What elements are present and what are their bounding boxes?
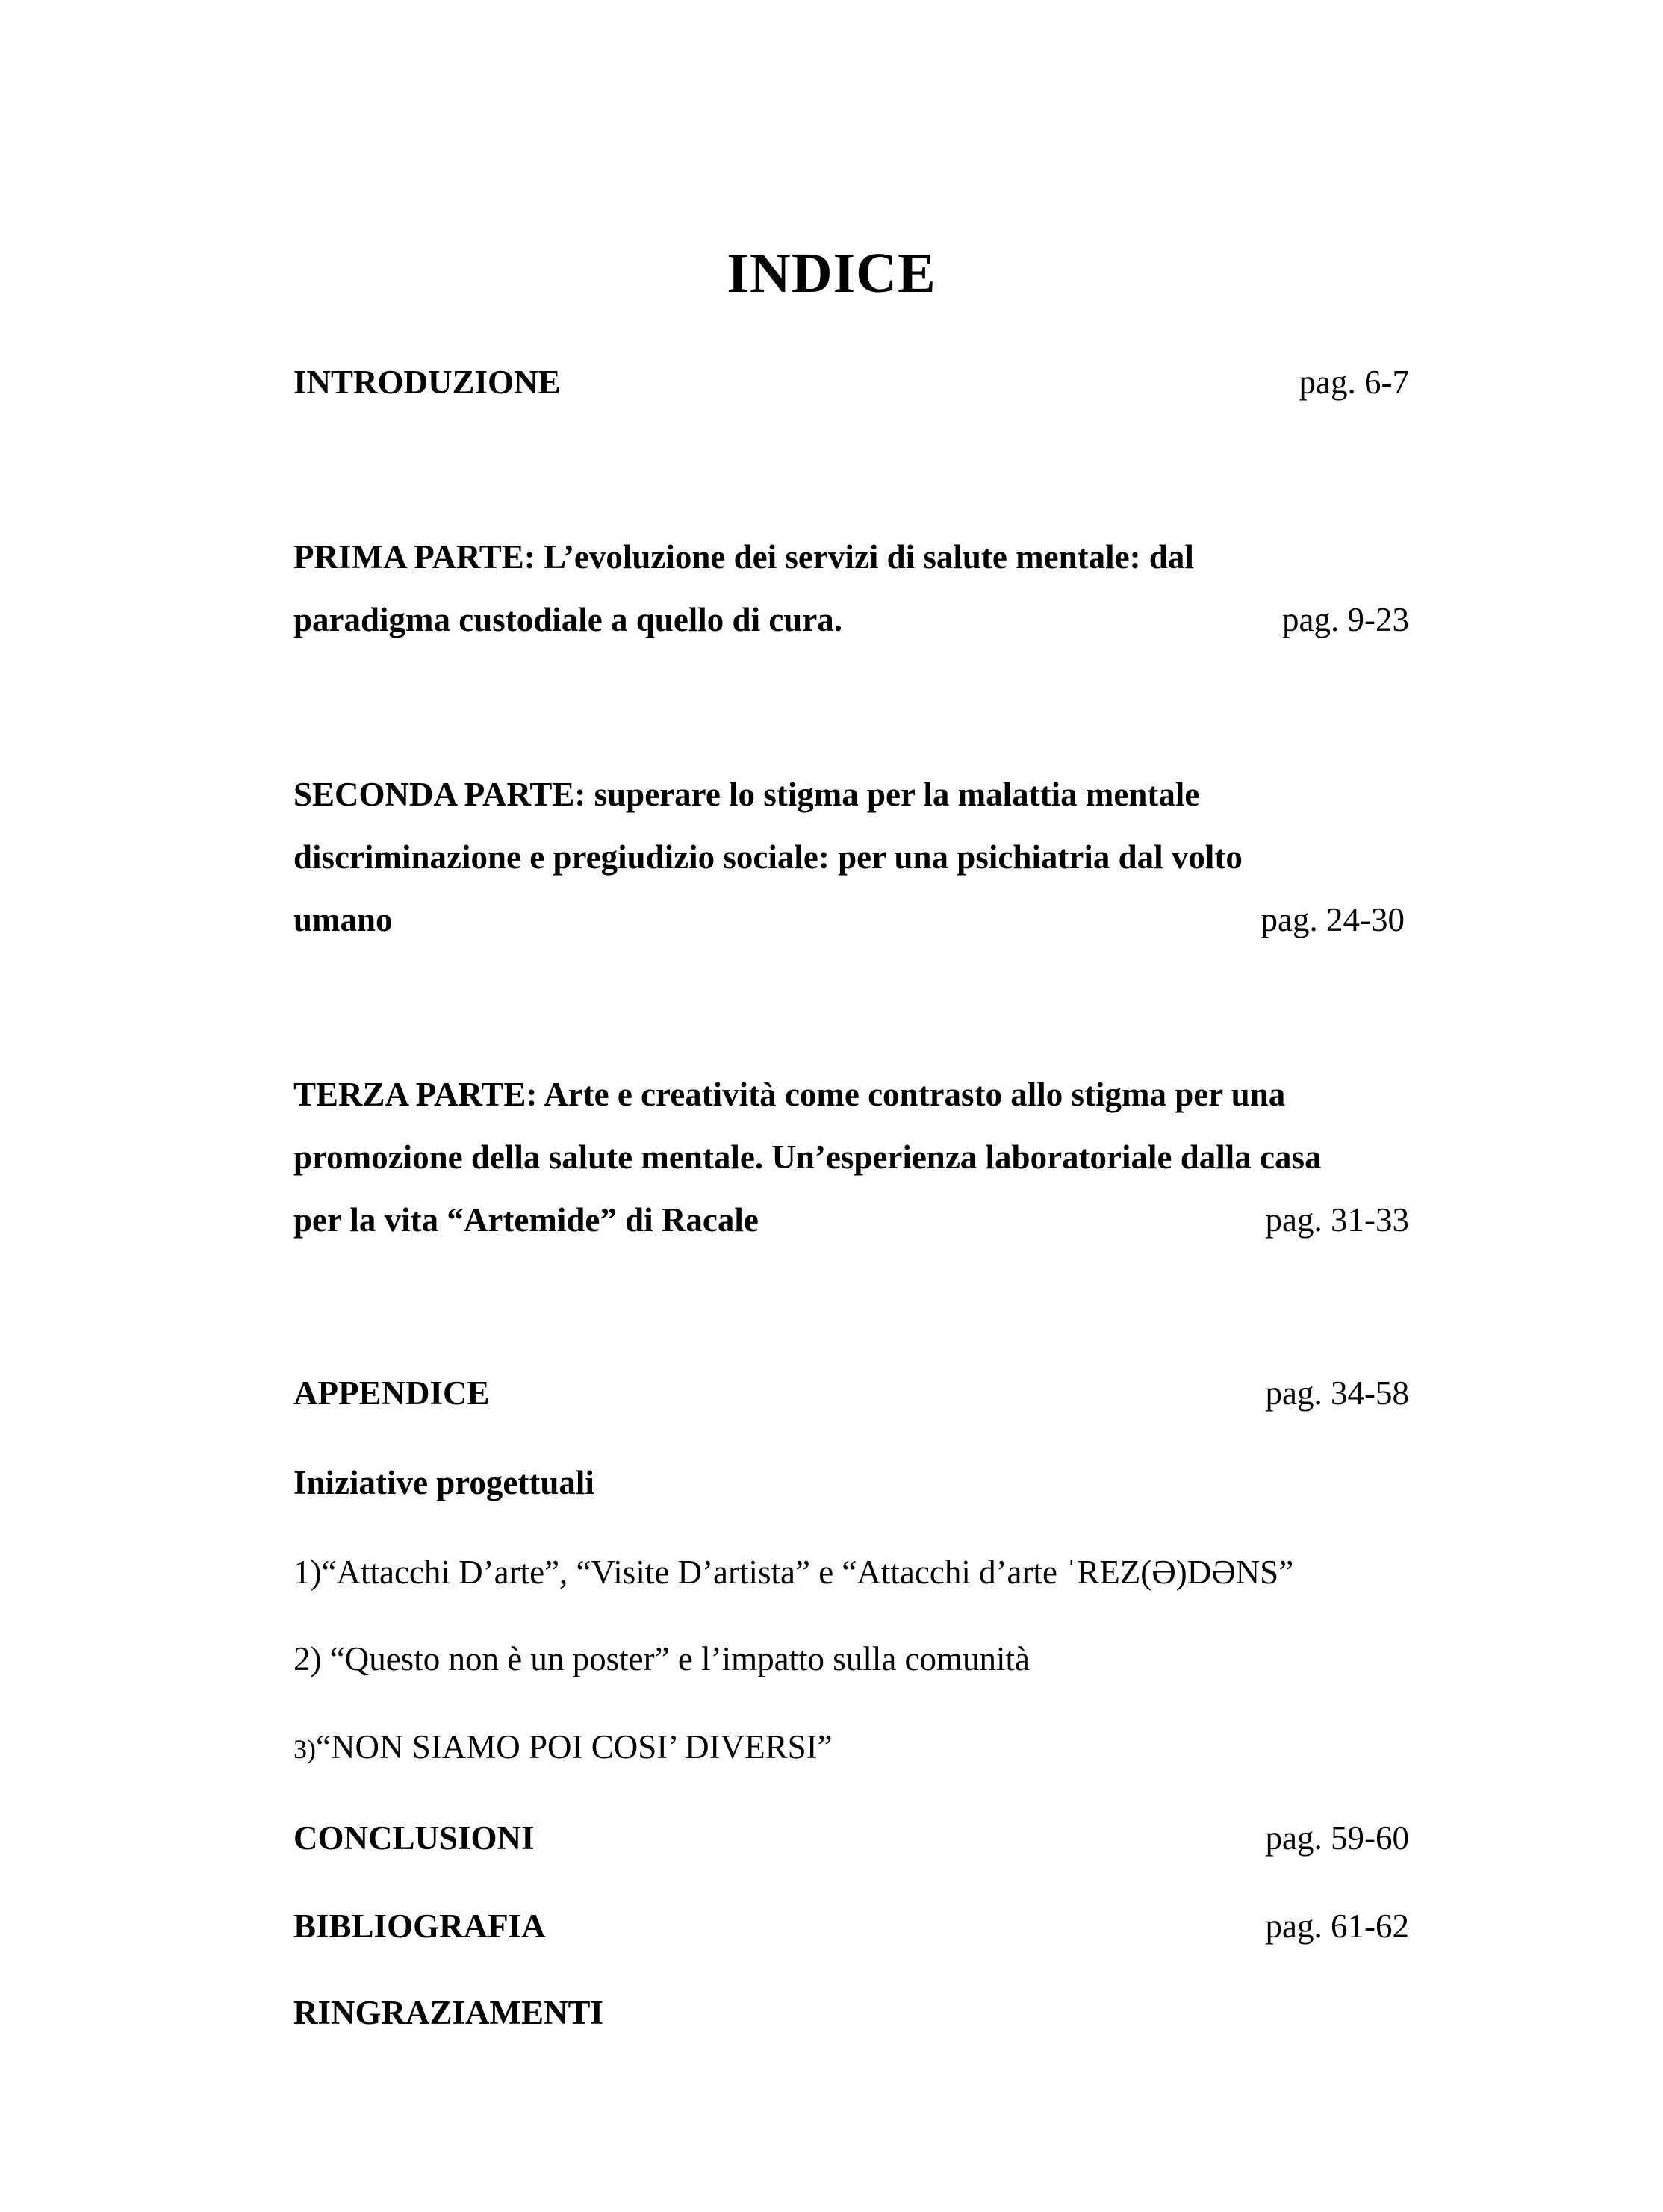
toc-label-ringraziamenti: RINGRAZIAMENTI [293, 1994, 604, 2031]
toc-subheading-iniziative: Iniziative progettuali [293, 1464, 594, 1501]
toc-pages-introduzione: pag. 6-7 [1299, 364, 1409, 401]
toc-pages-seconda-parte: pag. 24-30 [1261, 901, 1405, 938]
toc-text-prima-parte-1: L’evoluzione dei servizi di salute mentale: dal [535, 538, 1194, 576]
toc-line-prima-parte-2: paradigma custodiale a quello di cura. [293, 601, 843, 638]
toc-pages-conclusioni: pag. 59-60 [1265, 1819, 1409, 1857]
toc-label-appendice: APPENDICE [293, 1374, 490, 1412]
toc-appendix-item-1 [293, 1551, 1293, 1593]
toc-appendix-item-1-text: “Attacchi D’arte”, “Visite D’artista” e “Attacchi d’arte ˈREZ(Ə)DƏNS” [321, 1554, 1294, 1591]
toc-pages-prima-parte: pag. 9-23 [1282, 601, 1409, 638]
toc-appendix-item-2: 2) “Questo non è un poster” e l’impatto sulla comunità [293, 1640, 1031, 1677]
toc-line-seconda-parte-1 [293, 773, 1199, 815]
toc-line-terza-parte-1 [293, 1074, 1285, 1115]
toc-heading-terza-parte: TERZA PARTE: [293, 1076, 538, 1113]
toc-label-conclusioni: CONCLUSIONI [293, 1819, 535, 1857]
toc-label-bibliografia: BIBLIOGRAFIA [293, 1907, 546, 1945]
page-title: INDICE [727, 242, 936, 305]
toc-line-terza-parte-2: promozione della salute mentale. Un’esperienza laboratoriale dalla casa [293, 1138, 1322, 1176]
toc-pages-bibliografia: pag. 61-62 [1265, 1907, 1409, 1945]
toc-label-introduzione: INTRODUZIONE [293, 364, 561, 401]
toc-pages-terza-parte: pag. 31-33 [1265, 1201, 1409, 1239]
toc-line-terza-parte-3: per la vita “Artemide” di Racale [293, 1201, 759, 1239]
toc-pages-appendice: pag. 34-58 [1265, 1374, 1409, 1412]
toc-heading-prima-parte: PRIMA PARTE: [293, 538, 535, 576]
toc-line-prima-parte-1 [293, 536, 1194, 578]
toc-text-seconda-parte-1: superare lo stigma per la malattia mentale [585, 776, 1200, 813]
toc-appendix-item-3 [293, 1726, 833, 1770]
toc-line-seconda-parte-2: discriminazione e pregiudizio sociale: per una psichiatria dal volto [293, 838, 1243, 876]
toc-text-terza-parte-1: Arte e creatività come contrasto allo stigma per una [537, 1076, 1286, 1113]
toc-line-seconda-parte-3: umano [293, 901, 393, 938]
toc-heading-seconda-parte: SECONDA PARTE: [293, 776, 586, 813]
toc-appendix-item-3-number: 3) [293, 1734, 316, 1764]
toc-appendix-item-3-text: “NON SIAMO POI COSI’ DIVERSI” [316, 1728, 833, 1766]
toc-appendix-item-1-number: 1) [293, 1554, 322, 1591]
